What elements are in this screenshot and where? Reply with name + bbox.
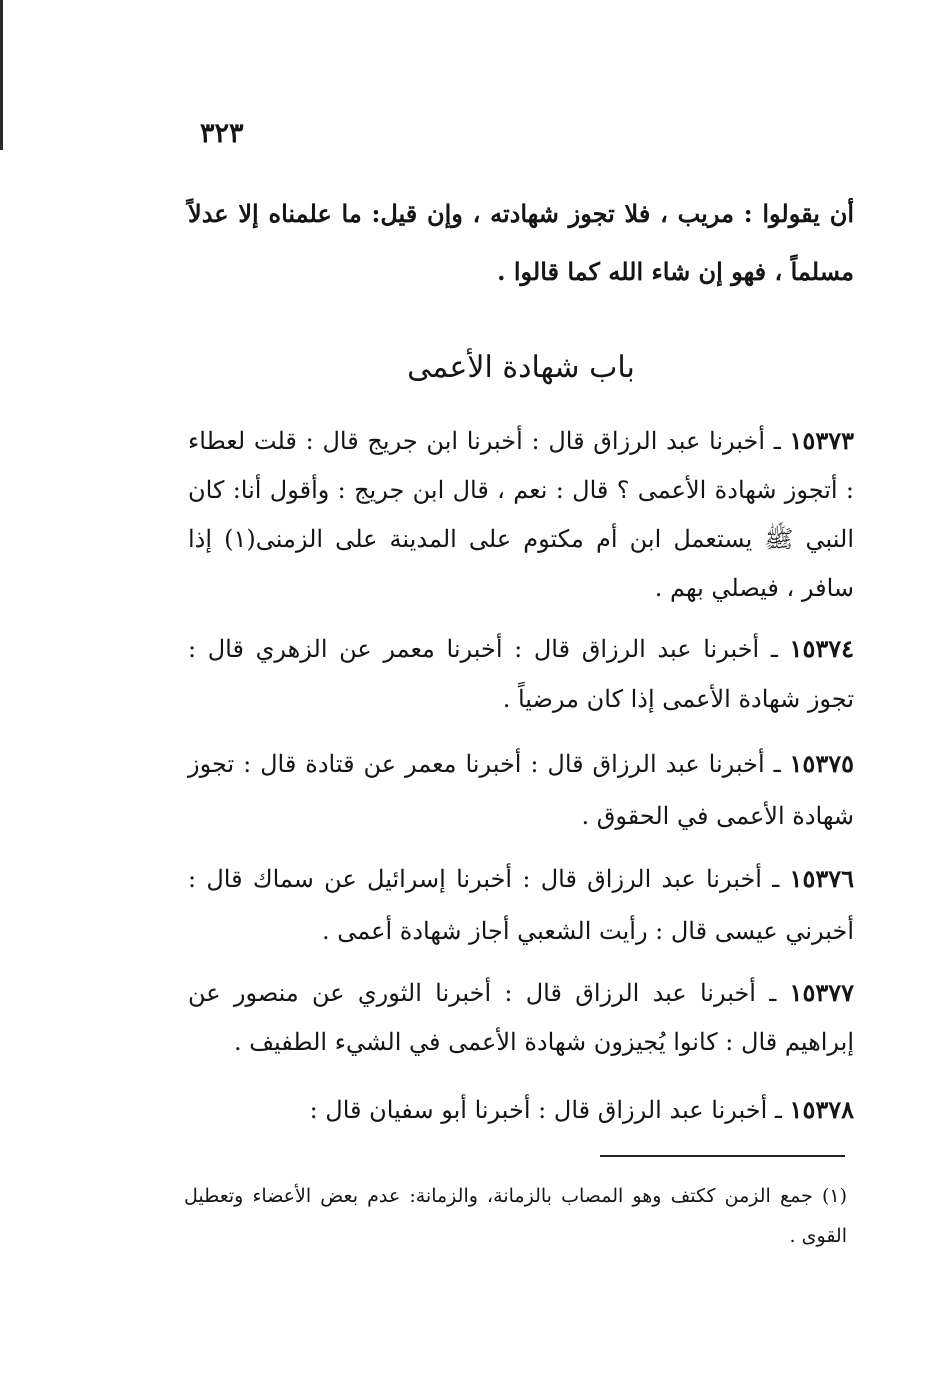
footnote: [184, 1176, 847, 1256]
hadith-paragraph: ١٥٣٧٧ ـ أخبرنا عبد الرزاق قال : أخبرنا الثوري عن منصور عن إبراهيم قال : كانوا يُجيزون شهادة الأعمى في الشيء الطفيف .: [188, 978, 854, 1056]
footnote-divider: [600, 1155, 845, 1157]
hadith-paragraph: ١٥٣٧٤ ـ أخبرنا عبد الرزاق قال : أخبرنا معمر عن الزهري قال : تجوز شهادة الأعمى إذا كان مرضياً .: [188, 634, 854, 713]
chapter-title: باب شهادة الأعمى: [407, 350, 635, 385]
hadith-text: أخبرنا عبد الرزاق قال : أخبرنا الثوري عن منصور عن إبراهيم قال : كانوا يُجيزون شهادة الأعمى في الشيء الطفيف .: [188, 979, 854, 1056]
hadith-paragraph: ١٥٣٧٨ ـ أخبرنا عبد الرزاق قال : أخبرنا أبو سفيان قال :: [309, 1095, 854, 1124]
hadith-number: ١٥٣٧٦: [789, 864, 854, 893]
footnote-text: (١) جمع الزمن ككتف وهو المصاب بالزمانة، والزمانة: عدم بعض الأعضاء وتعطيل القوى .: [184, 1185, 847, 1247]
hadith-number: ١٥٣٧٣: [789, 426, 854, 455]
intro-text: أن يقولوا : مريب ، فلا تجوز شهادته ، وإن قيل: ما علمناه إلا عدلاً مسلماً ، فهو إن شاء الله كما قالوا .: [188, 199, 855, 286]
hadith-text: أخبرنا عبد الرزاق قال : أخبرنا معمر عن قتادة قال : تجوز شهادة الأعمى في الحقوق .: [188, 750, 854, 830]
hadith-text: أخبرنا عبد الرزاق قال : أخبرنا أبو سفيان قال :: [309, 1096, 768, 1124]
hadith-number: ١٥٣٧٨: [789, 1095, 854, 1124]
hadith-text: أخبرنا عبد الرزاق قال : أخبرنا معمر عن الزهري قال : تجوز شهادة الأعمى إذا كان مرضياً .: [188, 635, 854, 713]
hadith-paragraph: ١٥٣٧٥ ـ أخبرنا عبد الرزاق قال : أخبرنا معمر عن قتادة قال : تجوز شهادة الأعمى في الحقوق .: [188, 749, 854, 830]
hadith-text: أخبرنا عبد الرزاق قال : أخبرنا إسرائيل عن سماك قال : أخبرني عيسى قال : رأيت الشعبي أجاز شهادة أعمى .: [188, 865, 854, 945]
hadith-number: ١٥٣٧٤: [789, 634, 854, 663]
page-number: ٣٢٣: [200, 118, 244, 149]
hadith-text: أخبرنا عبد الرزاق قال : أخبرنا ابن جريج قال : قلت لعطاء : أتجوز شهادة الأعمى ؟ قال : نعم ، قال ابن جريج : وأقول أنا: كان النبي ﷺ يستعمل ابن أم مكتوم على المدينة على الزمنى(١) إذا سافر ، فيصلي بهم .: [188, 427, 854, 602]
page-edge-line: [0, 0, 3, 150]
hadith-paragraph: ١٥٣٧٦ ـ أخبرنا عبد الرزاق قال : أخبرنا إسرائيل عن سماك قال : أخبرني عيسى قال : رأيت الشعبي أجاز شهادة أعمى .: [188, 864, 854, 945]
intro-paragraph: [188, 185, 854, 301]
hadith-number: ١٥٣٧٧: [789, 978, 854, 1007]
hadith-paragraph: ١٥٣٧٣ ـ أخبرنا عبد الرزاق قال : أخبرنا ابن جريج قال : قلت لعطاء : أتجوز شهادة الأعمى ؟ قال : نعم ، قال ابن جريج : وأقول أنا: كان النبي ﷺ يستعمل ابن أم مكتوم على المدينة على الزمنى(١) إذا سافر ، فيصلي بهم .: [188, 426, 854, 602]
hadith-number: ١٥٣٧٥: [789, 749, 854, 778]
